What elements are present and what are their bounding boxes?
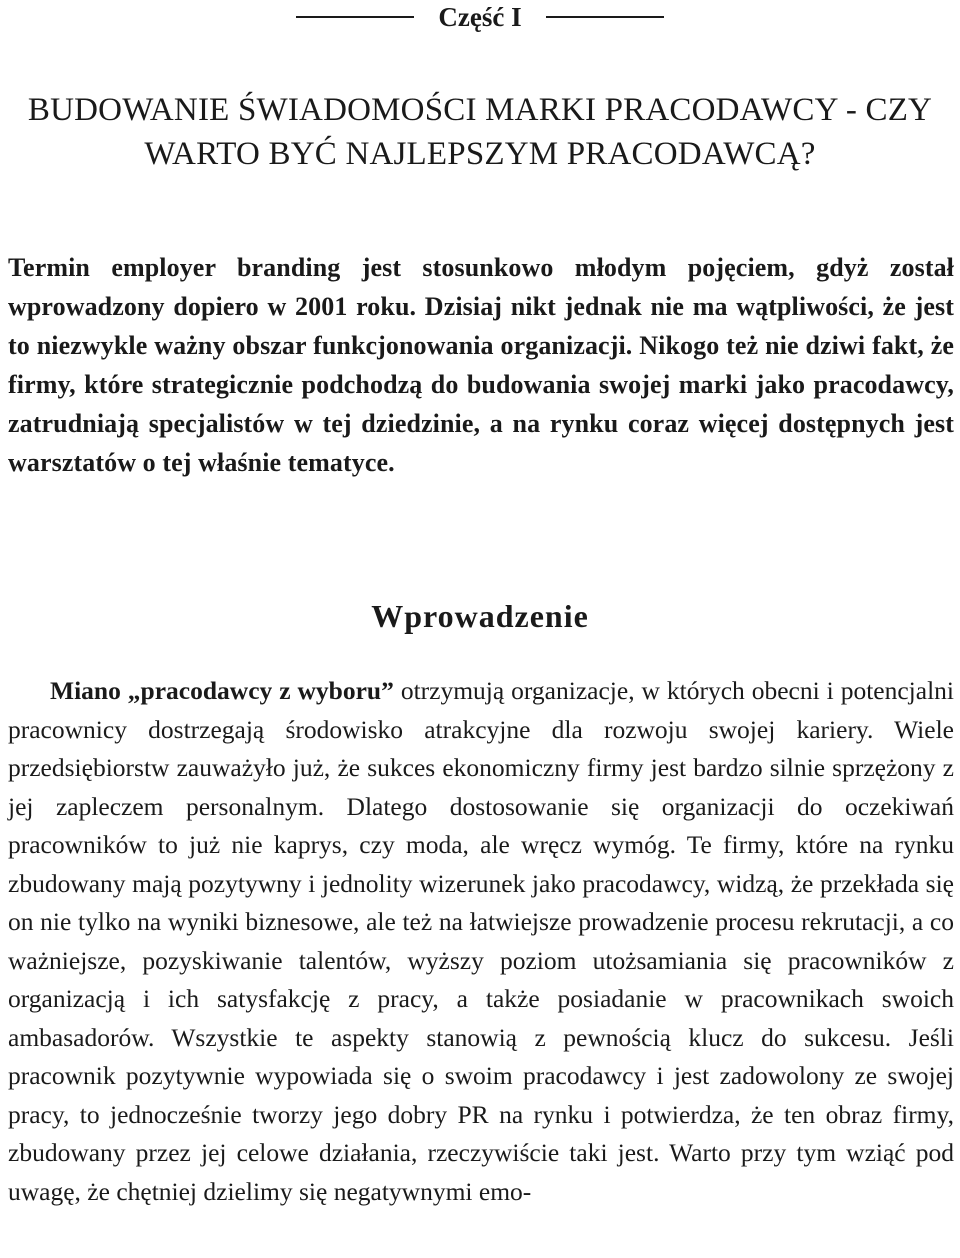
- intro-paragraph: Termin employer branding jest stosunkowo młodym pojęciem, gdyż został wprowadzony dopiero w 2001 roku. Dzisiaj nikt jednak nie ma wątpliwości, że jest to niezwykle ważny obszar funkcjonowania organizacji. Nikogo też nie dziwi fakt, że firmy, które strategicznie podchodzą do budowania swojej marki jako pracodawcy, zatrudniają specjalistów w tej dziedzinie, a na rynku coraz więcej dostępnych jest warsztatów o tej właśnie tematyce.: [8, 253, 954, 477]
- body-paragraph: [8, 672, 954, 1211]
- part-title: Część I: [438, 2, 522, 32]
- section-title: Wprowadzenie: [371, 598, 589, 634]
- left-rule: [296, 16, 414, 18]
- chapter-title: [0, 88, 960, 176]
- part-header: [0, 0, 960, 34]
- chapter-title-line-2: WARTO BYĆ NAJLEPSZYM PRACODAWCĄ?: [144, 136, 816, 172]
- chapter-title-line-1: BUDOWANIE ŚWIADOMOŚCI MARKI PRACODAWCY - CZY: [27, 92, 933, 128]
- right-rule: [546, 16, 664, 18]
- body-paragraph-text: otrzymują organizacje, w których obecni i potencjalni pracownicy dostrzegają środowisko atrakcyjne dla rozwoju swojej kariery. Wiele przedsiębiorstw zauważyło już, że sukces ekonomiczny firmy jest bardzo silnie sprzężony z jej zapleczem personalnym. Dlatego dostosowanie się organizacji do oczekiwań pracowników to już nie kaprys, czy moda, ale wręcz wymóg. Te firmy, które na rynku zbudowany mają pozytywny i jednolity wizerunek jako pracodawcy, widzą, że przekłada się on nie tylko na wyniki biznesowe, ale też na łatwiejsze prowadzenie procesu rekrutacji, a co ważniejsze, pozyskiwanie talentów, wyższy poziom utożsamiania się pracowników z organizacją i ich satysfakcję z pracy, a także posiadanie w pracownikach swoich ambasadorów. Wszystkie te aspekty stanowią z pewnością klucz do sukcesu. Jeśli pracownik pozytywnie wypowiada się o swoim pracodawcy i jest zadowolony ze swojej pracy, to jednocześnie tworzy jego dobry PR na rynku i potwierdza, że ten obraz firmy, zbudowany przez jej celowe działania, rzeczywiście taki jest. Warto przy tym wziąć pod uwagę, że chętniej dzielimy się negatywnymi emo-: [8, 676, 954, 1206]
- lead-phrase: Miano „pracodawcy z wyboru”: [50, 676, 394, 705]
